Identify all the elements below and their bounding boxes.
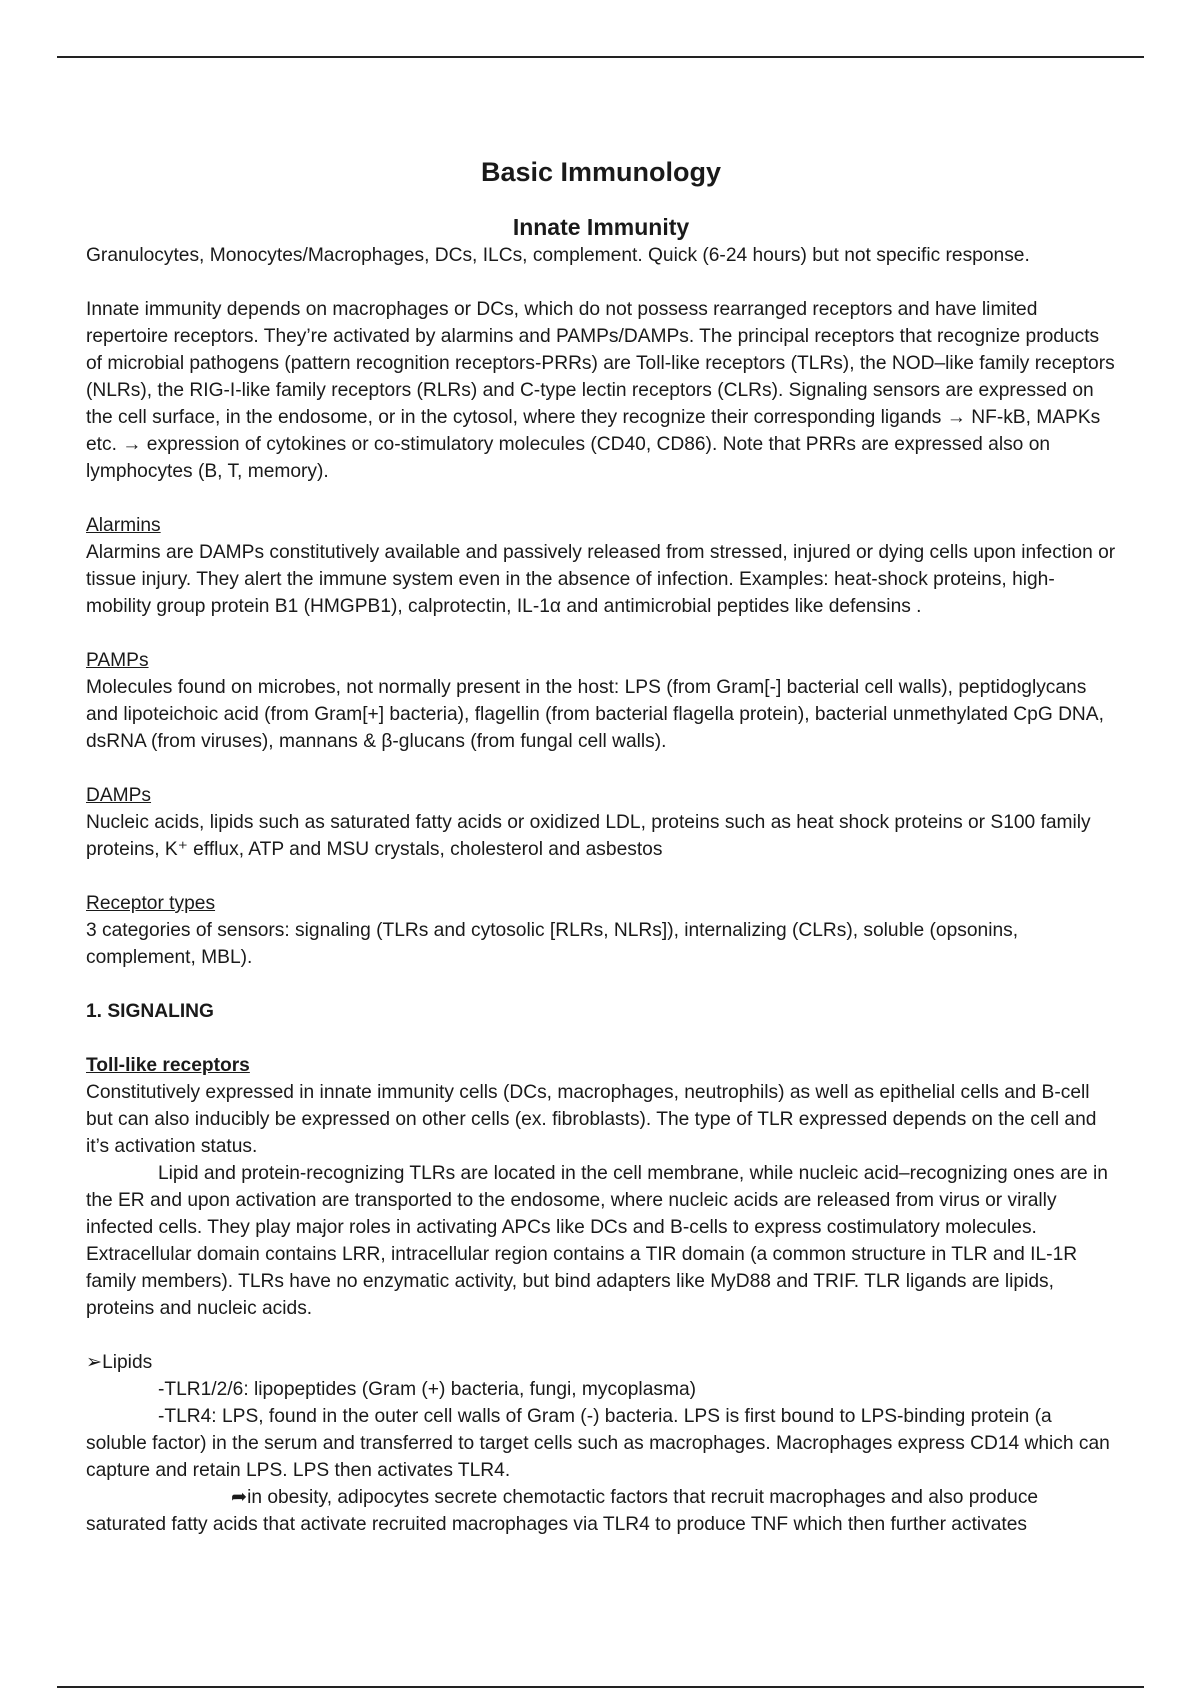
damps-heading: DAMPs (86, 785, 152, 806)
alarmins-text: Alarmins are DAMPs constitutively available and passively released from stressed, injured or dying cells upon infection or tissue injury. They alert the immune system even in the absence of infection. Examples: heat-shock proteins, high-mobility group protein B1 (HMGPB1), calprotectin, IL-1α and antimicrobial peptides like defensins . (86, 542, 1116, 617)
top-rule (57, 56, 1144, 58)
lipids-item-tlr4: -TLR4: LPS, found in the outer cell walls of Gram (-) bacteria. LPS is first bound to LPS-binding protein (a soluble factor) in the serum and transferred to target cells such as macrophages. Macrophages express CD14 which can capture and retain LPS. LPS then activates TLR4. (86, 1406, 1110, 1481)
tlr-paragraph-2: Lipid and protein-recognizing TLRs are located in the cell membrane, while nucleic acid–recognizing ones are in the ER and upon activation are transported to the endosome, where nucleic acids are released from virus or virally infected cells. They play major roles in activating APCs like DCs and B-cells to express costimulatory molecules. Extracellular domain contains LRR, intracellular region contains a TIR domain (a common structure in TLR and IL-1R family members). TLRs have no enzymatic activity, but bind adapters like MyD88 and TRIF. TLR ligands are lipids, proteins and nucleic acids. (86, 1163, 1108, 1319)
bottom-rule (57, 1686, 1144, 1688)
lipids-item-tlr126: -TLR1/2/6: lipopeptides (Gram (+) bacteria, fungi, mycoplasma) (158, 1379, 696, 1400)
damps-text: Nucleic acids, lipids such as saturated fatty acids or oxidized LDL, proteins such as heat shock proteins or S100 family proteins, K⁺ efflux, ATP and MSU crystals, cholesterol and asbestos (86, 812, 1091, 860)
tlr-heading: Toll-like receptors (86, 1055, 250, 1076)
pamps-heading: PAMPs (86, 650, 149, 671)
document-body (86, 140, 1116, 1538)
innate-paragraph: Innate immunity depends on macrophages or DCs, which do not possess rearranged receptors and have limited repertoire receptors. They’re activated by alarmins and PAMPs/DAMPs. The principal receptors that recognize products of microbial pathogens (pattern recognition receptors-PRRs) are Toll-like receptors (TLRs), the NOD–like family receptors (NLRs), the RIG-I-like family receptors (RLRs) and C-type lectin receptors (CLRs). Signaling sensors are expressed on the cell surface, in the endosome, or in the cytosol, where they recognize their corresponding ligands → NF-kB, MAPKs etc. → expression of cytokines or co-stimulatory molecules (CD40, CD86). Note that PRRs are expressed also on lymphocytes (B, T, memory). (86, 299, 1115, 482)
page-title: Basic Immunology (480, 157, 722, 187)
innate-intro: Granulocytes, Monocytes/Macrophages, DCs, ILCs, complement. Quick (6-24 hours) but not specific response. (86, 245, 1030, 266)
receptor-types-text: 3 categories of sensors: signaling (TLRs and cytosolic [RLRs, NLRs]), internalizing (CLRs), soluble (opsonins, complement, MBL). (86, 920, 1019, 968)
lipids-bullet: ➢Lipids (86, 1352, 153, 1373)
pamps-text: Molecules found on microbes, not normally present in the host: LPS (from Gram[-] bacterial cell walls), peptidoglycans and lipoteichoic acid (from Gram[+] bacteria), flagellin (from bacterial flagella protein), bacterial unmethylated CpG DNA, dsRNA (from viruses), mannans & β-glucans (from fungal cell walls). (86, 677, 1104, 752)
lipids-item-obesity: ➦in obesity, adipocytes secrete chemotactic factors that recruit macrophages and also produce saturated fatty acids that activate recruited macrophages via TLR4 to produce TNF which then further activates (86, 1487, 1039, 1535)
alarmins-heading: Alarmins (86, 515, 161, 536)
signaling-heading: 1. SIGNALING (86, 1001, 214, 1022)
receptor-types-heading: Receptor types (86, 893, 216, 914)
section-heading-innate: Innate Immunity (512, 214, 690, 240)
tlr-paragraph-1: Constitutively expressed in innate immunity cells (DCs, macrophages, neutrophils) as well as epithelial cells and B-cell but can also inducibly be expressed on other cells (ex. fibroblasts). The type of TLR expressed depends on the cell and it’s activation status. (86, 1082, 1097, 1157)
